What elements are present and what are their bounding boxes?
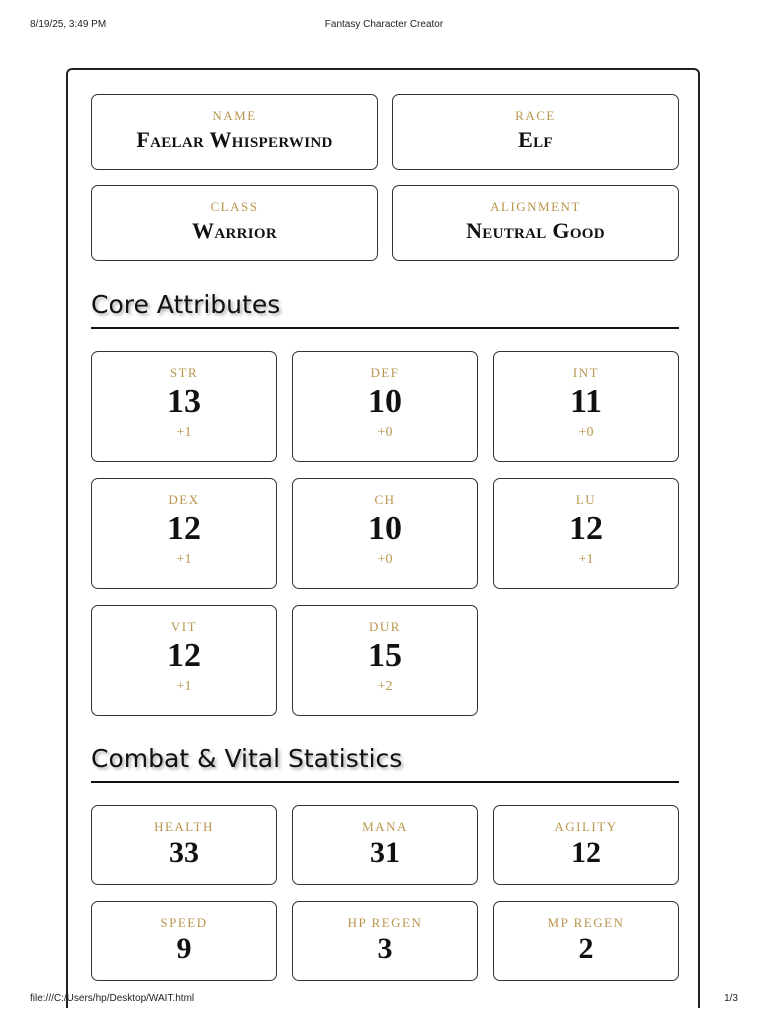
print-file-url: file:///C:/Users/hp/Desktop/WAIT.html xyxy=(30,993,195,1004)
class-card xyxy=(91,185,378,261)
alignment-card xyxy=(392,185,679,261)
attribute-label: DEX xyxy=(168,492,200,507)
attribute-modifier: +0 xyxy=(377,552,393,567)
attribute-value: 10 xyxy=(368,383,402,420)
attribute-card-str xyxy=(91,351,277,462)
combat-label: MANA xyxy=(362,819,408,834)
combat-value: 33 xyxy=(169,836,199,869)
attribute-value: 11 xyxy=(569,383,603,420)
core-attributes-grid xyxy=(91,351,679,716)
attribute-value: 12 xyxy=(167,510,201,547)
alignment-value: Neutral Good xyxy=(466,218,605,243)
combat-value: 2 xyxy=(578,932,594,965)
print-page-number: 1/3 xyxy=(724,993,738,1004)
character-info-grid xyxy=(91,94,679,261)
combat-value: 3 xyxy=(377,932,393,965)
attribute-label: VIT xyxy=(170,619,198,634)
combat-card-agility xyxy=(493,805,679,885)
combat-value: 31 xyxy=(370,836,400,869)
combat-card-mp-regen xyxy=(493,901,679,981)
name-label: NAME xyxy=(212,108,257,123)
combat-statistics-grid xyxy=(91,805,679,981)
character-sheet xyxy=(66,68,700,1008)
combat-label: HEALTH xyxy=(154,819,214,834)
combat-label: SPEED xyxy=(160,915,208,930)
attribute-card-lu xyxy=(493,478,679,589)
race-label: RACE xyxy=(515,108,556,123)
print-footer xyxy=(30,993,738,1007)
combat-card-mana xyxy=(292,805,478,885)
attribute-card-int xyxy=(493,351,679,462)
attribute-value: 15 xyxy=(368,637,402,674)
print-page-title: Fantasy Character Creator xyxy=(324,19,444,30)
attribute-card-def xyxy=(292,351,478,462)
attribute-modifier: +2 xyxy=(377,679,393,694)
combat-label: HP REGEN xyxy=(347,915,423,930)
race-value: Elf xyxy=(518,127,553,152)
attribute-value: 12 xyxy=(167,637,201,674)
combat-value: 12 xyxy=(571,836,601,869)
attribute-modifier: +1 xyxy=(176,425,192,440)
race-card xyxy=(392,94,679,170)
attribute-value: 13 xyxy=(167,383,201,420)
attribute-value: 12 xyxy=(569,510,603,547)
attribute-modifier: +0 xyxy=(377,425,393,440)
attribute-modifier: +1 xyxy=(176,679,192,694)
combat-card-hp-regen xyxy=(292,901,478,981)
print-datetime: 8/19/25, 3:49 PM xyxy=(30,19,107,30)
attribute-label: DEF xyxy=(370,365,400,380)
attribute-card-vit xyxy=(91,605,277,716)
attribute-modifier: +1 xyxy=(578,552,594,567)
attribute-label: STR xyxy=(169,365,199,380)
name-value: Faelar Whisperwind xyxy=(136,127,333,152)
attribute-label: INT xyxy=(572,365,600,380)
combat-label: MP REGEN xyxy=(547,915,625,930)
class-label: CLASS xyxy=(210,199,259,214)
attribute-card-ch xyxy=(292,478,478,589)
attribute-label: LU xyxy=(575,492,597,507)
attribute-label: DUR xyxy=(369,619,401,634)
print-header xyxy=(30,19,738,33)
attribute-card-dur xyxy=(292,605,478,716)
attribute-modifier: +0 xyxy=(578,425,594,440)
attribute-modifier: +1 xyxy=(176,552,192,567)
combat-label: AGILITY xyxy=(554,819,618,834)
attribute-card-dex xyxy=(91,478,277,589)
attribute-label: CH xyxy=(374,492,396,507)
core-attributes-heading: Core Attributes xyxy=(91,290,679,329)
combat-card-speed xyxy=(91,901,277,981)
combat-value: 9 xyxy=(176,932,192,965)
alignment-label: ALIGNMENT xyxy=(490,199,581,214)
attribute-value: 10 xyxy=(368,510,402,547)
name-card xyxy=(91,94,378,170)
combat-card-health xyxy=(91,805,277,885)
class-value: Warrior xyxy=(192,218,277,243)
combat-statistics-heading: Combat & Vital Statistics xyxy=(91,744,679,783)
